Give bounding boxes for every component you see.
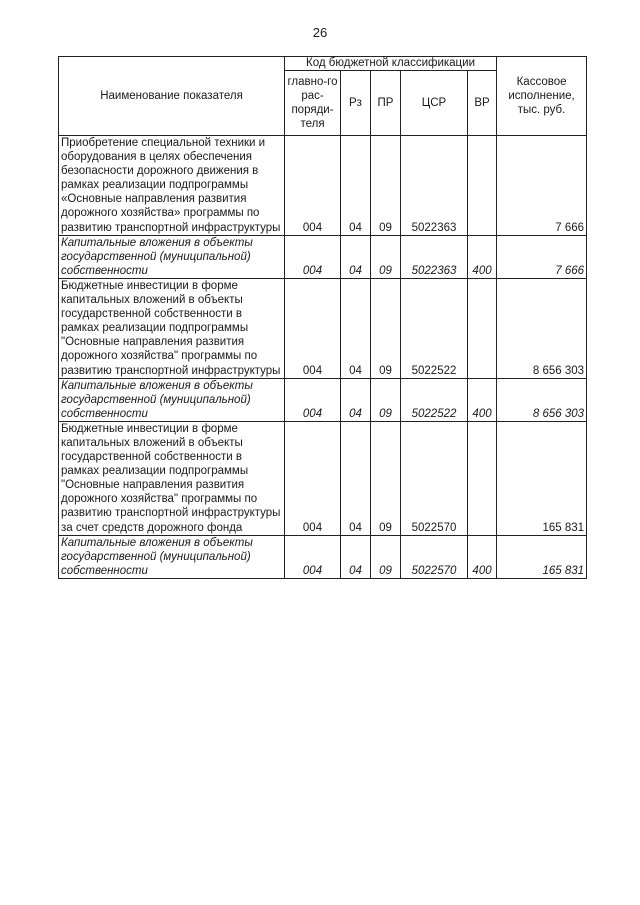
row-csr: 5022570 <box>401 421 468 535</box>
row-pr: 09 <box>371 278 401 378</box>
row-csr: 5022363 <box>401 136 468 236</box>
header-main-manager: главно-го рас-поряди-теля <box>285 71 341 136</box>
header-row-1 <box>59 57 587 71</box>
row-csr: 5022522 <box>401 278 468 378</box>
row-amount: 7 666 <box>497 136 587 236</box>
row-amount: 8 656 303 <box>497 378 587 421</box>
table-row <box>59 278 587 378</box>
row-rz: 04 <box>341 378 371 421</box>
row-grbs: 004 <box>285 136 341 236</box>
row-rz: 04 <box>341 421 371 535</box>
budget-table <box>58 56 587 579</box>
row-grbs: 004 <box>285 378 341 421</box>
row-pr: 09 <box>371 535 401 578</box>
row-name: Бюджетные инвестиции в форме капитальных вложений в объекты государственной собственности в рамках реализации подпрограммы "Основные направления развития дорожного хозяйства" программы по развитию транспортной инфраструктуры за счет средств дорожного фонда <box>59 421 285 535</box>
header-code-group: Код бюджетной классификации <box>285 57 497 71</box>
row-grbs: 004 <box>285 421 341 535</box>
table-header <box>59 57 587 136</box>
row-csr: 5022570 <box>401 535 468 578</box>
header-rz: Рз <box>341 71 371 136</box>
row-name: Капитальные вложения в объекты государственной (муниципальной) собственности <box>59 235 285 278</box>
row-vr <box>468 136 497 236</box>
row-name: Бюджетные инвестиции в форме капитальных вложений в объекты государственной собственности в рамках реализации подпрограммы "Основные направления развития дорожного хозяйства" программы по развитию транспортной инфраструктуры <box>59 278 285 378</box>
table-row <box>59 421 587 535</box>
row-vr: 400 <box>468 378 497 421</box>
row-amount: 7 666 <box>497 235 587 278</box>
row-name: Приобретение специальной техники и оборудования в целях обеспечения безопасности дорожного движения в рамках реализации подпрограммы «Основные направления развития дорожного хозяйства» программы по развитию транспортной инфраструктуры <box>59 136 285 236</box>
row-vr: 400 <box>468 535 497 578</box>
row-amount: 8 656 303 <box>497 278 587 378</box>
row-grbs: 004 <box>285 235 341 278</box>
row-rz: 04 <box>341 235 371 278</box>
table-row <box>59 235 587 278</box>
row-pr: 09 <box>371 378 401 421</box>
row-vr: 400 <box>468 235 497 278</box>
row-csr: 5022363 <box>401 235 468 278</box>
row-csr: 5022522 <box>401 378 468 421</box>
header-pr: ПР <box>371 71 401 136</box>
row-grbs: 004 <box>285 535 341 578</box>
row-pr: 09 <box>371 421 401 535</box>
row-amount: 165 831 <box>497 421 587 535</box>
table-row <box>59 136 587 236</box>
header-name: Наименование показателя <box>59 57 285 136</box>
row-pr: 09 <box>371 235 401 278</box>
table-row <box>59 535 587 578</box>
page-number: 26 <box>312 25 328 40</box>
header-csr: ЦСР <box>401 71 468 136</box>
row-name: Капитальные вложения в объекты государственной (муниципальной) собственности <box>59 535 285 578</box>
row-rz: 04 <box>341 136 371 236</box>
header-amount: Кассовое исполнение, тыс. руб. <box>497 57 587 136</box>
header-vr: ВР <box>468 71 497 136</box>
row-rz: 04 <box>341 535 371 578</box>
row-pr: 09 <box>371 136 401 236</box>
row-amount: 165 831 <box>497 535 587 578</box>
row-vr <box>468 278 497 378</box>
row-vr <box>468 421 497 535</box>
table-body <box>59 136 587 579</box>
row-rz: 04 <box>341 278 371 378</box>
row-grbs: 004 <box>285 278 341 378</box>
table-row <box>59 378 587 421</box>
row-name: Капитальные вложения в объекты государственной (муниципальной) собственности <box>59 378 285 421</box>
